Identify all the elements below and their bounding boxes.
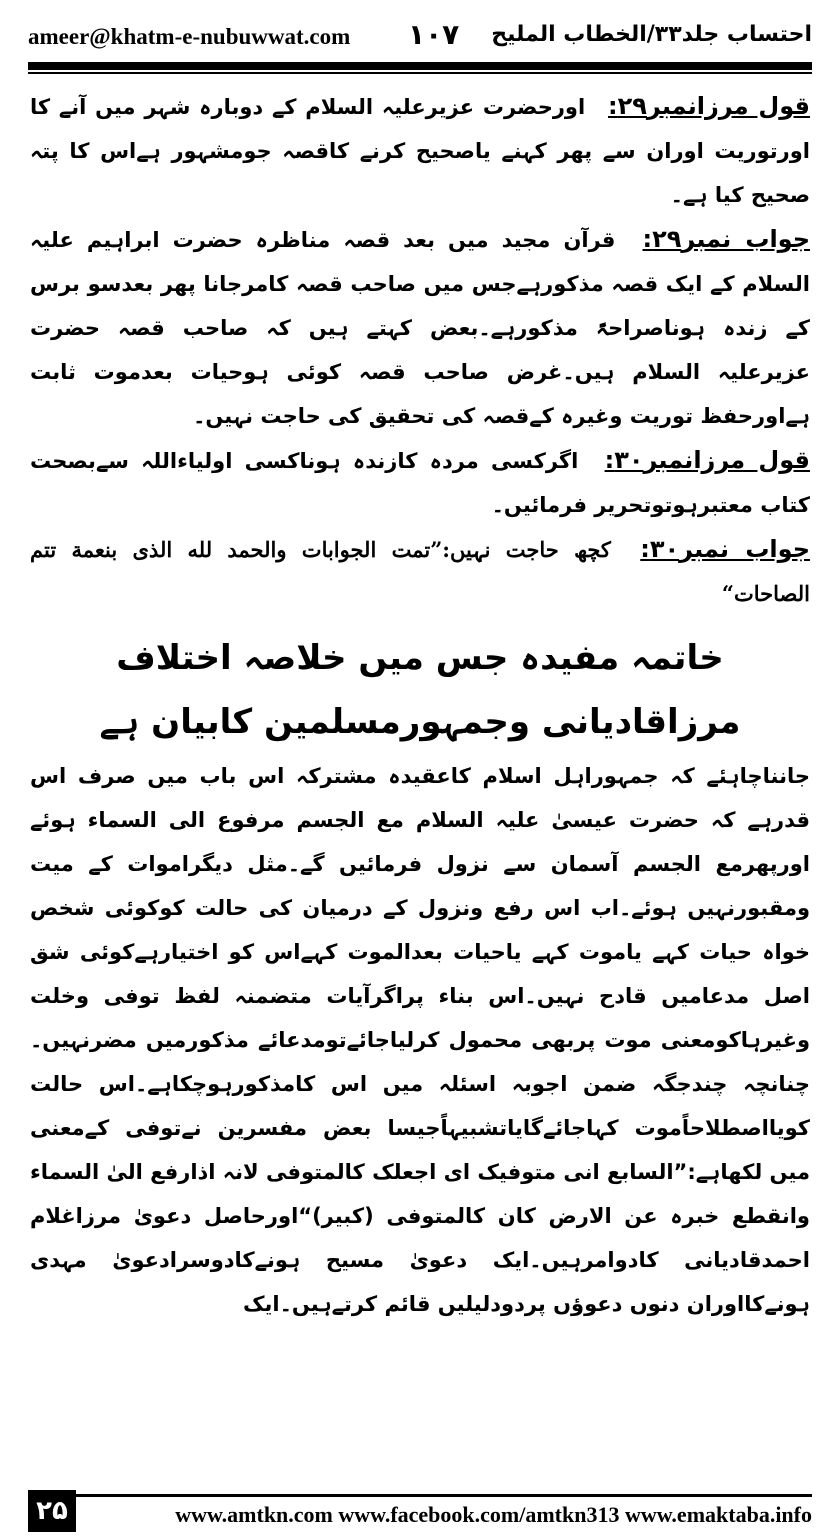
question-30-label: قول مرزانمبر۳۰: [604,446,810,474]
page-header [28,18,812,58]
question-29-text: اورحضرت عزیرعلیہ السلام کے دوبارہ شہر میں آنے کا اورتوریت اوران سے پھر کہنے یاصحیح کرنے کاقصہ جومشہور ہےاس کا پتہ صحیح کیا ہے۔ [30,95,810,207]
answer-30-label: جواب نمبر۳۰: [640,535,811,563]
header-email: ameer@khatm-e-nubuwwat.com [28,24,351,49]
answer-29 [30,217,810,438]
question-30-text: اگرکسی مردہ کازندہ ہوناکسی اولیاءاللہ سےبصحت کتاب معتبرہوتوتحریر فرمائیں۔ [30,449,810,517]
section-heading-line-1: خاتمہ مفیدہ جس میں خلاصہ اختلاف [116,638,724,678]
header-book-title: احتساب جلد۳۳/الخطاب الملیح [491,22,812,47]
answer-29-text: قرآن مجید میں بعد قصہ مناظرہ حضرت ابراہیم علیہ السلام کے ایک قصہ مذکورہےجس میں صاحب قصہ کامرجانا پھر بعدسو برس کے زندہ ہوناصراحۃً مذکورہے۔بعض کہتے ہیں کہ صاحب قصہ حضرت عزیرعلیہ السلام ہیں۔غرض صاحب قصہ کوئی ہوحیات بعدموت ثابت ہےاورحفظ توریت وغیرہ کےقصہ کی تحقیق کی حاجت نہیں۔ [30,228,810,428]
section-heading [30,626,810,754]
header-divider-thin [28,72,812,74]
footer-divider [28,1494,812,1497]
section-heading-line-2: مرزاقادیانی وجمہورمسلمین کابیان ہے [99,702,741,742]
header-divider-thick [28,62,812,70]
answer-30-text: کچھ حاجت نہیں:”تمت الجوابات والحمد لله الذی بنعمة تتم الصاحات“ [30,537,810,606]
answer-30 [30,527,810,616]
page-content [30,84,810,1326]
question-29-label: قول مرزانمبر۲۹: [608,92,810,120]
body-paragraph: جانناچاہئے کہ جمہوراہل اسلام کاعقیدہ مشترکہ اس باب میں صرف اس قدرہے کہ حضرت عیسیٰ علیہ السلام مع الجسم مرفوع الی السماء ہوئے اورپھرمع الجسم آسمان سے نزول فرمائیں گے۔مثل دیگراموات کے میت ومقبورنہیں ہوئے۔اب اس رفع ونزول کے درمیان کی حالت کوکوئی شخص خواہ حیات کہے یاموت کہے یاحیات بعدالموت کہےاس کو اختیارہےکوئی شق اصل مدعامیں قادح نہیں۔اس بناء پراگرآیات متضمنہ لفظ توفی وخلت وغیرہاکومعنی موت پربھی محمول کرلیاجائےتومدعائے مذکورمیں مضرنہیں۔چنانچہ چندجگہ ضمن اجوبہ اسئلہ میں اس کامذکورہوچکاہے۔اس حالت کویااصطلاحاًموت کہاجائےگایاتشبیہاًجیسا بعض مفسرین نےتوفی کےمعنی میں لکھاہے:”السابع انی متوفیک ای اجعلک کالمتوفی لانہ اذارفع الیٰ السماء وانقطع خبرہ عن الارض کان کالمتوفی (کبیر)“اورحاصل دعویٰ مرزاغلام احمدقادیانی کادوامرہیں۔ایک دعویٰ مسیح ہونےکادوسرادعویٰ مہدی ہونےکااوران دنوں دعوؤں پردودلیلیں قائم کرتےہیں۔ایک [30,764,810,1316]
question-30 [30,438,810,527]
footer-website-links[interactable]: www.amtkn.com www.facebook.com/amtkn313 www.emaktaba.info [175,1502,812,1527]
header-page-number: ۱۰۷ [408,18,460,51]
footer-page-box: ۲۵ [28,1490,76,1532]
question-29 [30,84,810,217]
answer-29-label: جواب نمبر۲۹: [642,225,811,253]
